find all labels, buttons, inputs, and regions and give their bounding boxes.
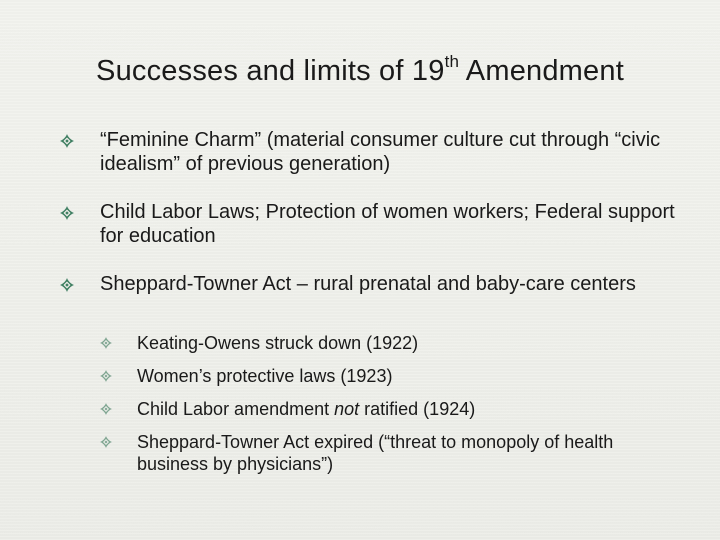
title-main: Successes and limits of 19: [96, 55, 445, 87]
sub-bullet-text-post: ratified (1924): [359, 399, 476, 419]
slide-title: [0, 52, 720, 90]
bullet-text: Sheppard-Towner Act – rural prenatal and baby-care centers: [100, 273, 636, 295]
sub-bullet-text: Women’s protective laws (1923): [137, 366, 393, 386]
bullet-item: [60, 200, 680, 248]
diamond-bullet-icon: [60, 128, 100, 148]
diamond-bullet-icon: [60, 272, 100, 292]
diamond-bullet-icon: [100, 332, 137, 349]
bullet-text: “Feminine Charm” (material consumer culture cut through “civic idealism” of previous generation): [100, 129, 661, 175]
sub-bullet-text-pre: Child Labor amendment: [137, 399, 335, 419]
sub-bullet-item: [100, 365, 660, 387]
bullet-item: [60, 128, 680, 176]
diamond-bullet-icon: [100, 365, 137, 382]
sub-bullet-text: Sheppard-Towner Act expired (“threat to monopoly of health business by physicians”): [137, 432, 614, 474]
bullet-item: [60, 272, 680, 296]
sub-bullet-item: [100, 332, 660, 354]
sub-bullet-item: [100, 431, 660, 475]
sub-bullet-text: [137, 398, 475, 420]
sub-bullet-text-emphasis: not: [334, 399, 360, 419]
title-end: Amendment: [459, 55, 624, 87]
sub-bullet-item: [100, 398, 660, 420]
bullet-text: Child Labor Laws; Protection of women workers; Federal support for education: [100, 201, 675, 247]
diamond-bullet-icon: [100, 431, 137, 448]
diamond-bullet-icon: [60, 200, 100, 220]
sub-bullet-text: Keating-Owens struck down (1922): [137, 333, 419, 353]
diamond-bullet-icon: [100, 398, 137, 415]
title-superscript: th: [444, 52, 460, 72]
